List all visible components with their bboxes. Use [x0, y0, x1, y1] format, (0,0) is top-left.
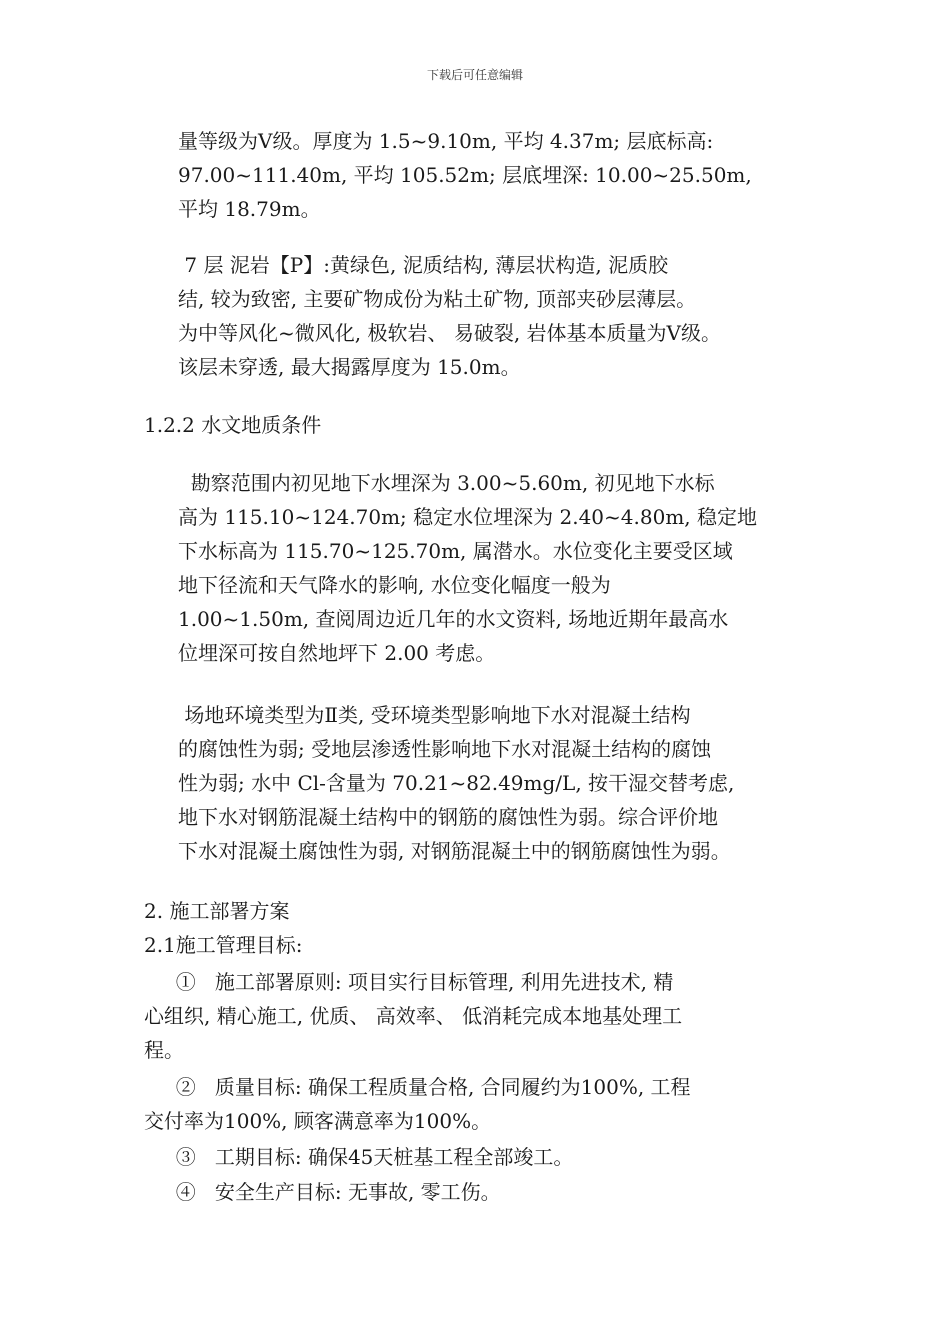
goal-item-safety — [144, 1175, 844, 1209]
text-line: 场地环境类型为Ⅱ类, 受环境类型影响地下水对混凝土结构 — [178, 703, 691, 727]
text-line: 位埋深可按自然地坪下 2.00 考虑。 — [178, 641, 496, 665]
text-line: 地下径流和天气降水的影响, 水位变化幅度一般为 — [178, 573, 611, 597]
text-line: 地下水对钢筋混凝土结构中的钢筋的腐蚀性为弱。综合评价地 — [178, 805, 718, 829]
page-header: 下载后可任意编辑 — [426, 68, 523, 82]
text-line: ④ 安全生产目标: 无事故, 零工伤。 — [144, 1180, 501, 1204]
text-line: ③ 工期目标: 确保45天桩基工程全部竣工。 — [144, 1145, 574, 1169]
paragraph-groundwater — [178, 466, 838, 670]
text-line: ② 质量目标: 确保工程质量合格, 合同履约为100%, 工程 — [144, 1075, 691, 1099]
text-line: 为中等风化~微风化, 极软岩、 易破裂, 岩体基本质量为Ⅴ级。 — [178, 321, 721, 345]
text-line: 高为 115.10~124.70m; 稳定水位埋深为 2.40~4.80m, 稳定地 — [178, 505, 757, 529]
text-line: 结, 较为致密, 主要矿物成份为粘土矿物, 顶部夹砂层薄层。 — [178, 287, 697, 311]
goal-item-quality — [144, 1070, 844, 1138]
section-heading-construction-plan: 2. 施工部署方案 — [144, 899, 290, 923]
text-line: 性为弱; 水中 Cl-含量为 70.21~82.49mg/L, 按干湿交替考虑, — [178, 771, 735, 795]
section-heading-management-goals: 2.1施工管理目标: — [144, 933, 303, 957]
text-line: 量等级为Ⅴ级。厚度为 1.5~9.10m, 平均 4.37m; 层底标高: — [178, 129, 714, 153]
text-line: 程。 — [144, 1038, 184, 1062]
goal-item-schedule — [144, 1140, 844, 1174]
text-line: 交付率为100%, 顾客满意率为100%。 — [144, 1109, 492, 1133]
text-line: ① 施工部署原则: 项目实行目标管理, 利用先进技术, 精 — [144, 970, 674, 994]
text-line: 该层未穿透, 最大揭露厚度为 15.0m。 — [178, 355, 521, 379]
text-line: 1.00~1.50m, 查阅周边近几年的水文资料, 场地近期年最高水 — [178, 607, 729, 631]
text-line: 下水对混凝土腐蚀性为弱, 对钢筋混凝土中的钢筋腐蚀性为弱。 — [178, 839, 731, 863]
paragraph-layer-thickness — [178, 124, 838, 226]
text-line: 97.00~111.40m, 平均 105.52m; 层底埋深: 10.00~25.50m, — [178, 163, 752, 187]
text-line: 下水标高为 115.70~125.70m, 属潜水。水位变化主要受区域 — [178, 539, 733, 563]
paragraph-mudstone-layer — [178, 248, 838, 384]
section-heading-hydrogeology: 1.2.2 水文地质条件 — [144, 413, 322, 437]
paragraph-corrosion — [178, 698, 838, 868]
text-line: 勘察范围内初见地下水埋深为 3.00~5.60m, 初见地下水标 — [178, 471, 715, 495]
text-line: 心组织, 精心施工, 优质、 高效率、 低消耗完成本地基处理工 — [144, 1004, 683, 1028]
goal-item-principle — [144, 965, 844, 1067]
text-line: 平均 18.79m。 — [178, 197, 321, 221]
text-line: 的腐蚀性为弱; 受地层渗透性影响地下水对混凝土结构的腐蚀 — [178, 737, 712, 761]
text-line: 7 层 泥岩【P】:黄绿色, 泥质结构, 薄层状构造, 泥质胶 — [178, 253, 669, 277]
